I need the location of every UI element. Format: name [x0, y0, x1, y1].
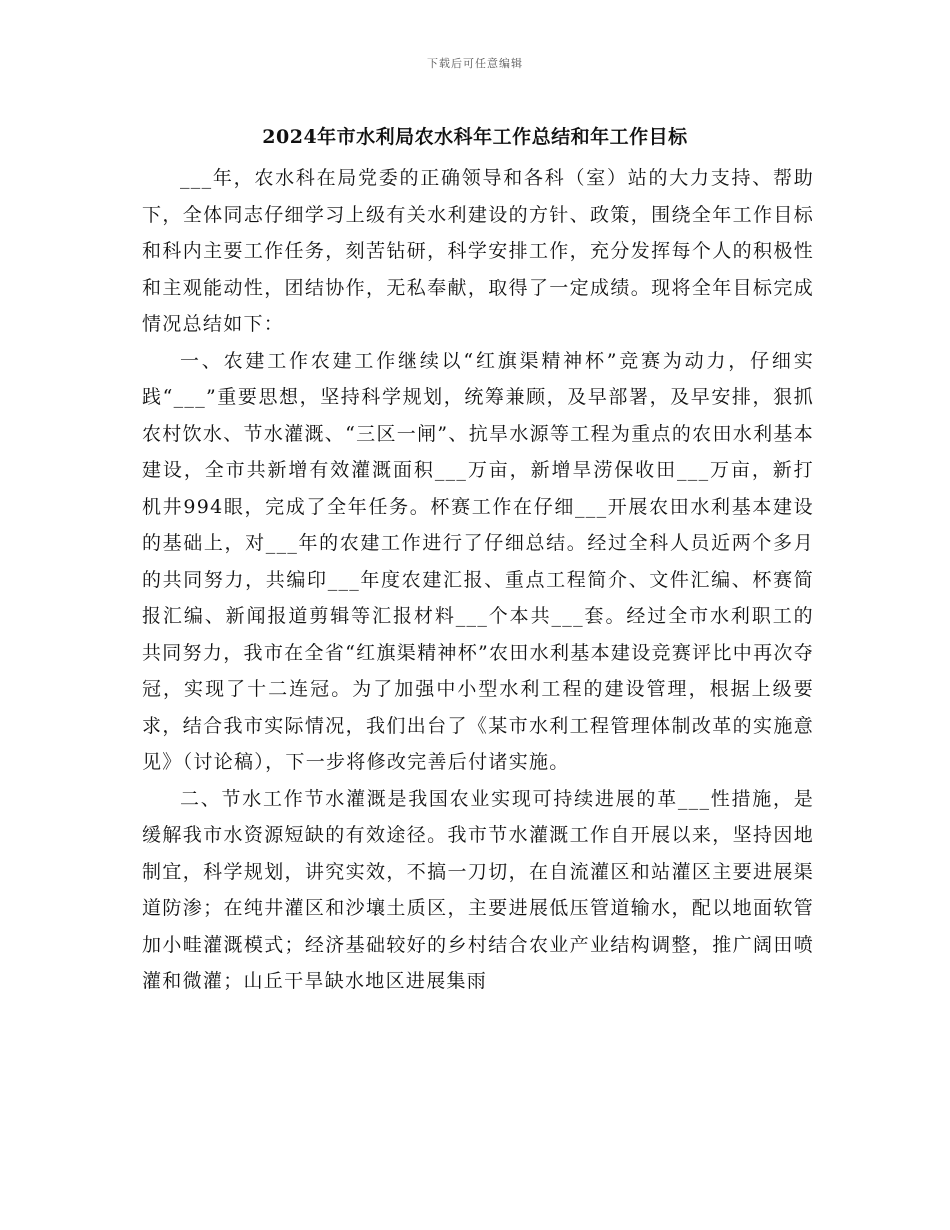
- document-body: [142, 160, 814, 1000]
- paragraph-intro: ___年，农水科在局党委的正确领导和各科（室）站的大力支持、帮助下，全体同志仔细学习上级有关水利建设的方针、政策，围绕全年工作目标和科内主要工作任务，刻苦钻研，科学安排工作，充分发挥每个人的积极性和主观能动性，团结协作，无私奉献，取得了一定成绩。现将全年目标完成情况总结如下：: [142, 167, 814, 335]
- page-header-note: 下载后可任意编辑: [427, 57, 523, 70]
- paragraph-water-saving: 二、节水工作节水灌溉是我国农业实现可持续进展的革___性措施，是缓解我市水资源短缺的有效途径。我市节水灌溉工作自开展以来，坚持因地制宜，科学规划，讲究实效，不搞一刀切，在自流灌区和站灌区主要进展渠道防渗；在纯井灌区和沙壤土质区，主要进展低压管道输水，配以地面软管加小畦灌溉模式；经济基础较好的乡村结合农业产业结构调整，推广阔田喷灌和微灌；山丘干旱缺水地区进展集雨: [142, 787, 814, 992]
- document-title: 2024年市水利局农水科年工作总结和年工作目标: [262, 126, 688, 148]
- paragraph-farm-construction: 一、农建工作农建工作继续以“红旗渠精神杯”竞赛为动力，仔细实践“___”重要思想，坚持科学规划，统筹兼顾，及早部署，及早安排，狠抓农村饮水、节水灌溉、“三区一闸”、抗旱水源等工程为重点的农田水利基本建设，全市共新增有效灌溉面积___万亩，新增旱涝保收田___万亩，新打机井994眼，完成了全年任务。杯赛工作在仔细___开展农田水利基本建设的基础上，对___年的农建工作进行了仔细总结。经过全科人员近两个多月的共同努力，共编印___年度农建汇报、重点工程简介、文件汇编、杯赛简报汇编、新闻报道剪辑等汇报材料___个本共___套。经过全市水利职工的共同努力，我市在全省“红旗渠精神杯”农田水利基本建设竞赛评比中再次夺冠，实现了十二连冠。为了加强中小型水利工程的建设管理，根据上级要求，结合我市实际情况，我们出台了《某市水利工程管理体制改革的实施意见》（讨论稿），下一步将修改完善后付诸实施。: [142, 349, 814, 773]
